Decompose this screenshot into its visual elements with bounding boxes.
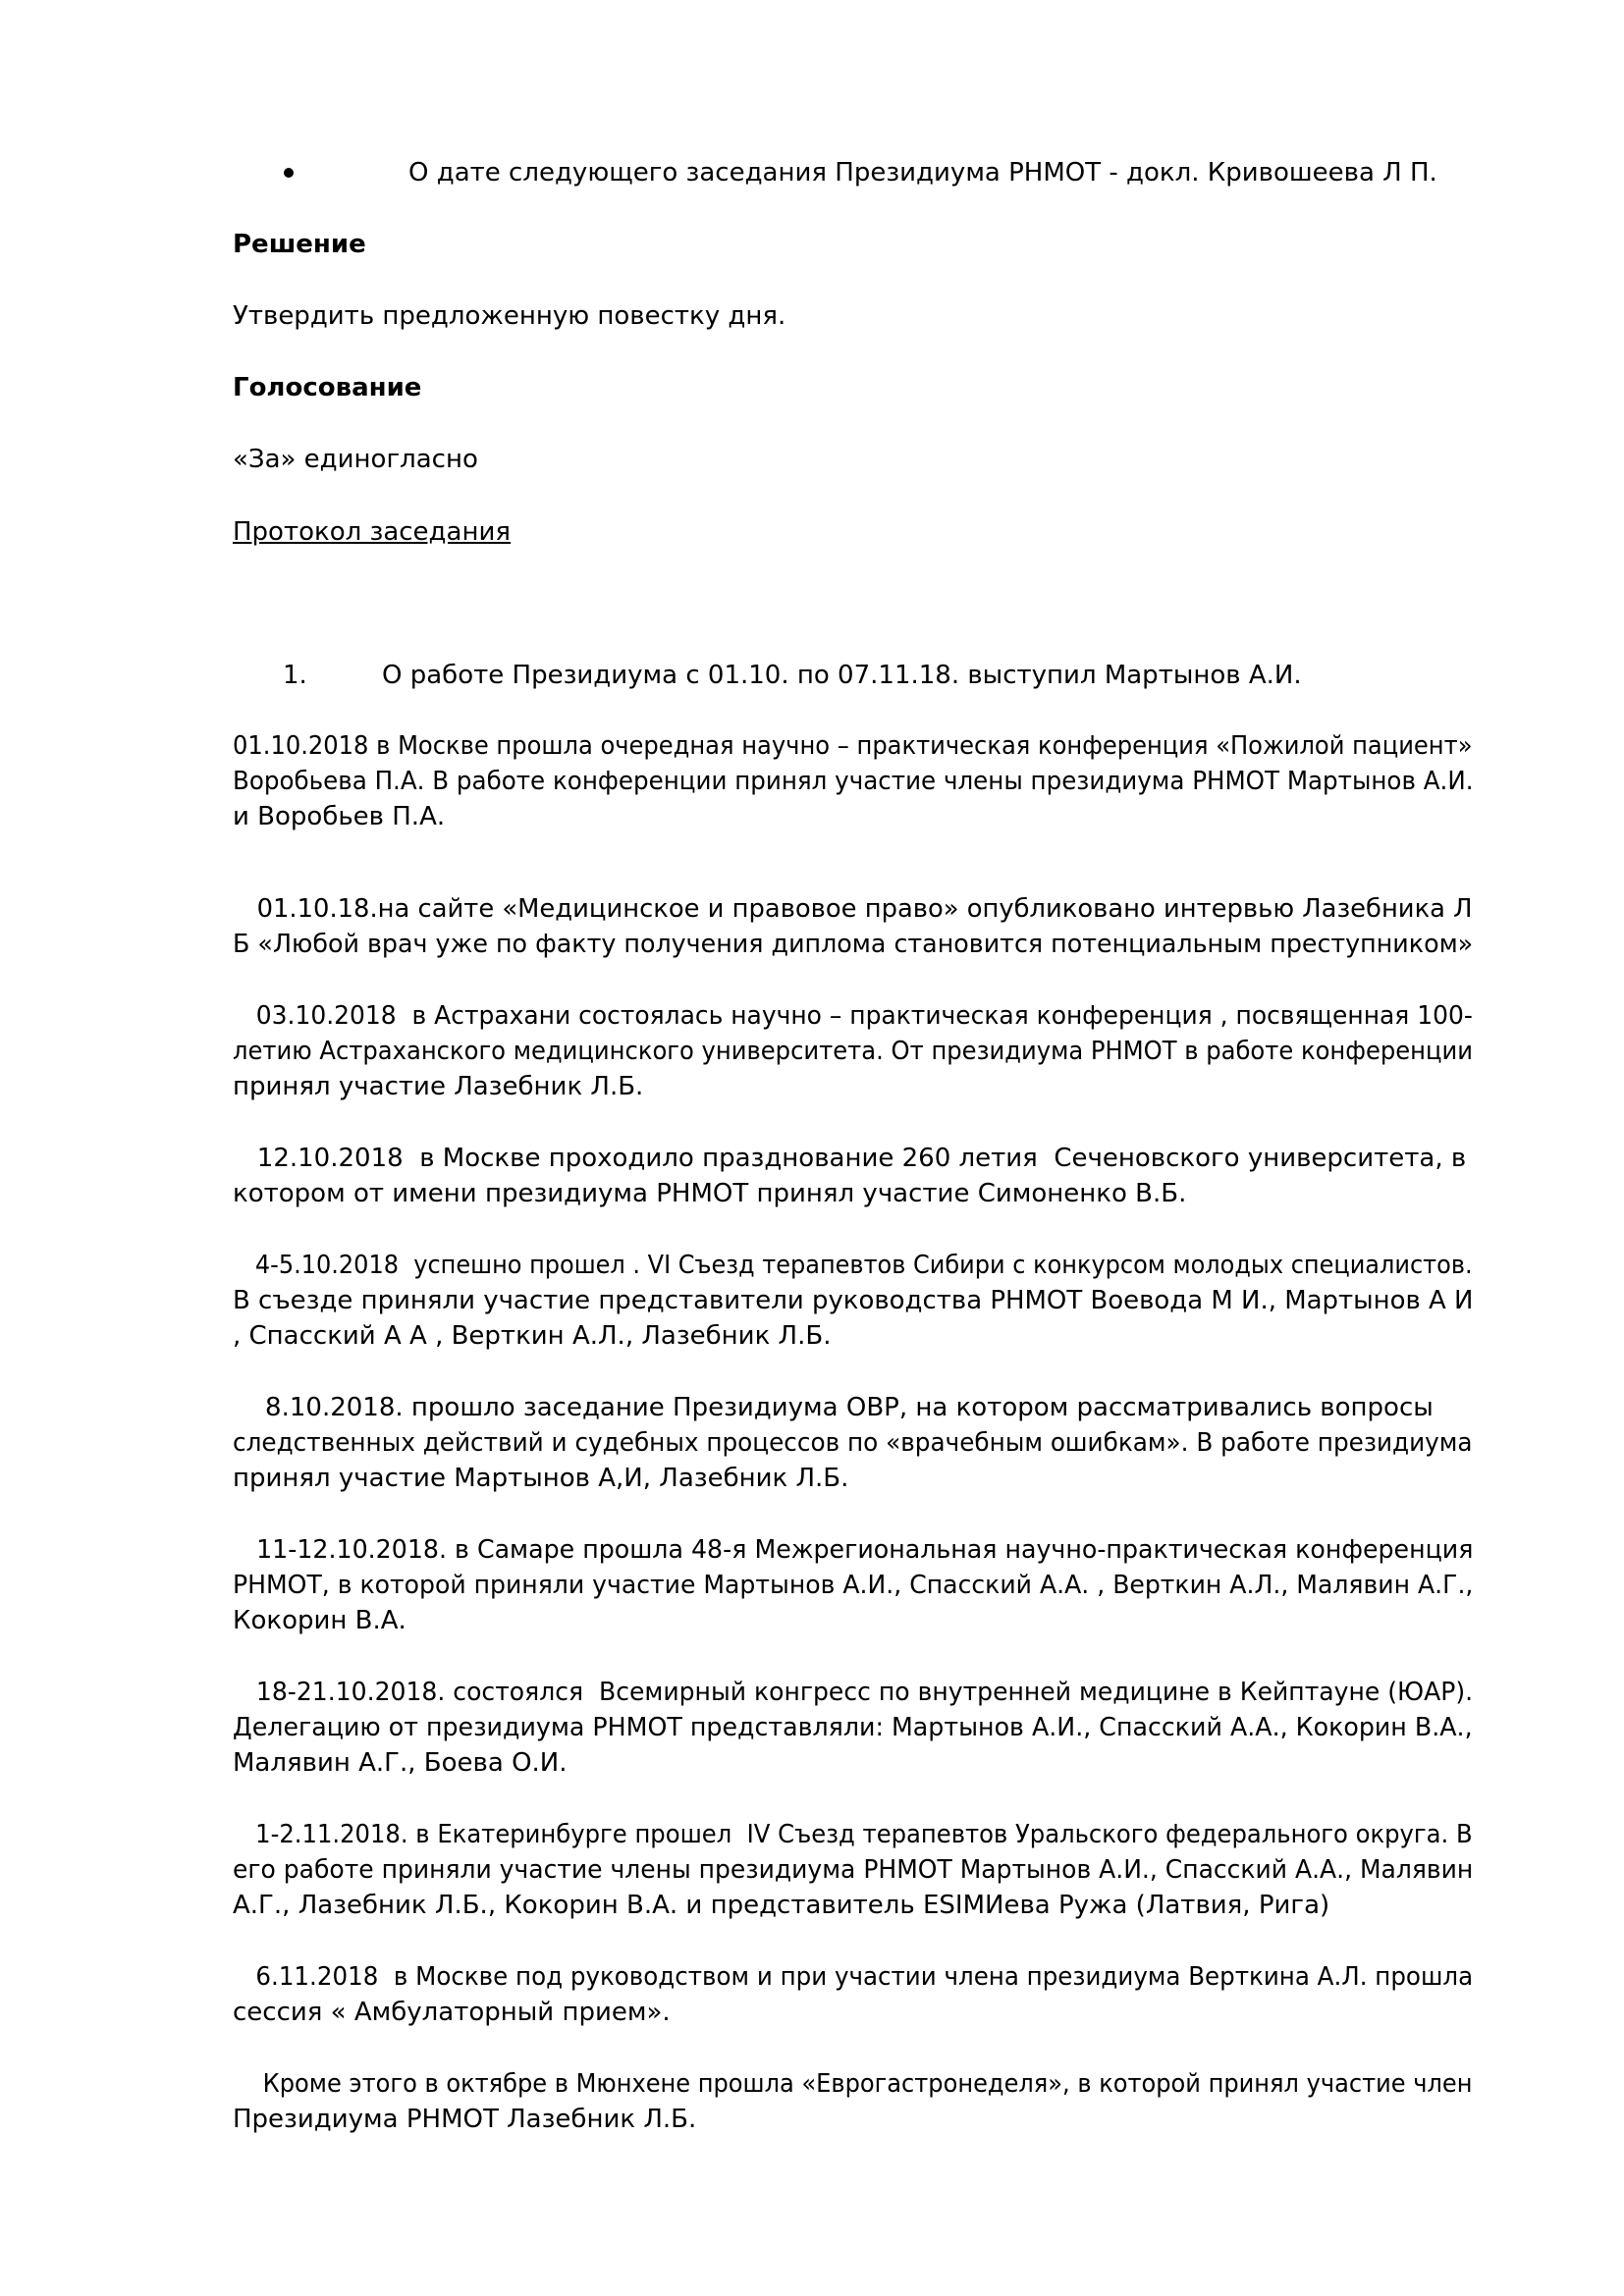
paragraph-line: 6.11.2018 в Москве под руководством и при участии члена президиума Верткина А.Л. прошла bbox=[233, 1962, 1474, 1992]
paragraph-line: А.Г., Лазебник Л.Б., Кокорин В.А. и представитель ESIMИева Ружа (Латвия, Рига) bbox=[233, 1891, 1330, 1920]
paragraph-line: 12.10.2018 в Москве проходило празднование 260 летия Сеченовского университета, в bbox=[233, 1144, 1467, 1173]
paragraph-line: 03.10.2018 в Астрахани состоялась научно – практическая конференция , посвященная 100- bbox=[233, 1001, 1473, 1031]
paragraph-line: 11-12.10.2018. в Самаре прошла 48-я Межрегиональная научно-практическая конференция bbox=[233, 1535, 1474, 1565]
paragraph-line: Президиума РНМОТ Лазебник Л.Б. bbox=[233, 2105, 697, 2134]
paragraph-line: следственных действий и судебных процессов по «врачебным ошибкам». В работе президиума bbox=[233, 1428, 1473, 1458]
paragraph-line: РНМОТ, в которой приняли участие Мартынов А.И., Спасский А.А. , Верткин А.Л., Малявин А.Г., bbox=[233, 1571, 1474, 1600]
paragraph-line: Воробьева П.А. В работе конференции принял участие члены президиума РНМОТ Мартынов А.И. bbox=[233, 767, 1474, 796]
item-title: О работе Президиума с 01.10. по 07.11.18. выступил Мартынов А.И. bbox=[382, 661, 1302, 690]
paragraph-line: 01.10.18.на сайте «Медицинское и правовое право» опубликовано интервью Лазебника Л bbox=[233, 894, 1473, 924]
bullet-icon bbox=[284, 168, 294, 178]
paragraph-line: принял участие Лазебник Л.Б. bbox=[233, 1072, 644, 1101]
paragraph-line: Кроме этого в октябре в Мюнхене прошла «Еврогастронеделя», в которой принял участие член bbox=[233, 2069, 1473, 2099]
item-number: 1. bbox=[283, 661, 307, 690]
paragraph-line: Малявин А.Г., Боева О.И. bbox=[233, 1748, 568, 1778]
decision-text: Утвердить предложенную повестку дня. bbox=[233, 301, 786, 331]
paragraph-line: 8.10.2018. прошло заседание Президиума ОВР, на котором рассматривались вопросы bbox=[233, 1393, 1434, 1422]
agenda-item: О дате следующего заседания Президиума РНМОТ - докл. Кривошеева Л П. bbox=[408, 158, 1437, 187]
vote-heading: Голосование bbox=[233, 373, 422, 402]
paragraph-line: , Спасский А А , Верткин А.Л., Лазебник Л.Б. bbox=[233, 1321, 832, 1351]
paragraph-line: Б «Любой врач уже по факту получения диплома становится потенциальным преступником» bbox=[233, 930, 1474, 959]
paragraph-line: Делегацию от президиума РНМОТ представляли: Мартынов А.И., Спасский А.А., Кокорин В.А., bbox=[233, 1713, 1473, 1742]
paragraph-line: и Воробьев П.А. bbox=[233, 802, 446, 831]
protocol-link[interactable]: Протокол заседания bbox=[233, 517, 512, 547]
paragraph-line: 4-5.10.2018 успешно прошел . VI Съезд терапевтов Сибири с конкурсом молодых специалистов. bbox=[233, 1251, 1473, 1280]
paragraph-line: Кокорин В.А. bbox=[233, 1606, 406, 1635]
paragraph-line: котором от имени президиума РНМОТ принял участие Симоненко В.Б. bbox=[233, 1179, 1187, 1208]
paragraph-line: 01.10.2018 в Москве прошла очередная научно – практическая конференция «Пожилой пациент» bbox=[233, 731, 1473, 761]
vote-text: «За» единогласно bbox=[233, 445, 478, 474]
paragraph-line: принял участие Мартынов А,И, Лазебник Л.Б. bbox=[233, 1464, 849, 1493]
paragraph-line: его работе приняли участие члены президиума РНМОТ Мартынов А.И., Спасский А.А., Малявин bbox=[233, 1855, 1474, 1885]
paragraph-line: 1-2.11.2018. в Екатеринбурге прошел IV Съезд терапевтов Уральского федерального округа. В bbox=[233, 1820, 1473, 1849]
paragraph-line: В съезде приняли участие представители руководства РНМОТ Воевода М И., Мартынов А И bbox=[233, 1286, 1474, 1315]
paragraph-line: сессия « Амбулаторный прием». bbox=[233, 1998, 671, 2027]
paragraph-line: 18-21.10.2018. состоялся Всемирный конгресс по внутренней медицине в Кейптауне (ЮАР). bbox=[233, 1678, 1474, 1707]
paragraph-line: летию Астраханского медицинского университета. От президиума РНМОТ в работе конференции bbox=[233, 1037, 1474, 1066]
decision-heading: Решение bbox=[233, 230, 366, 259]
